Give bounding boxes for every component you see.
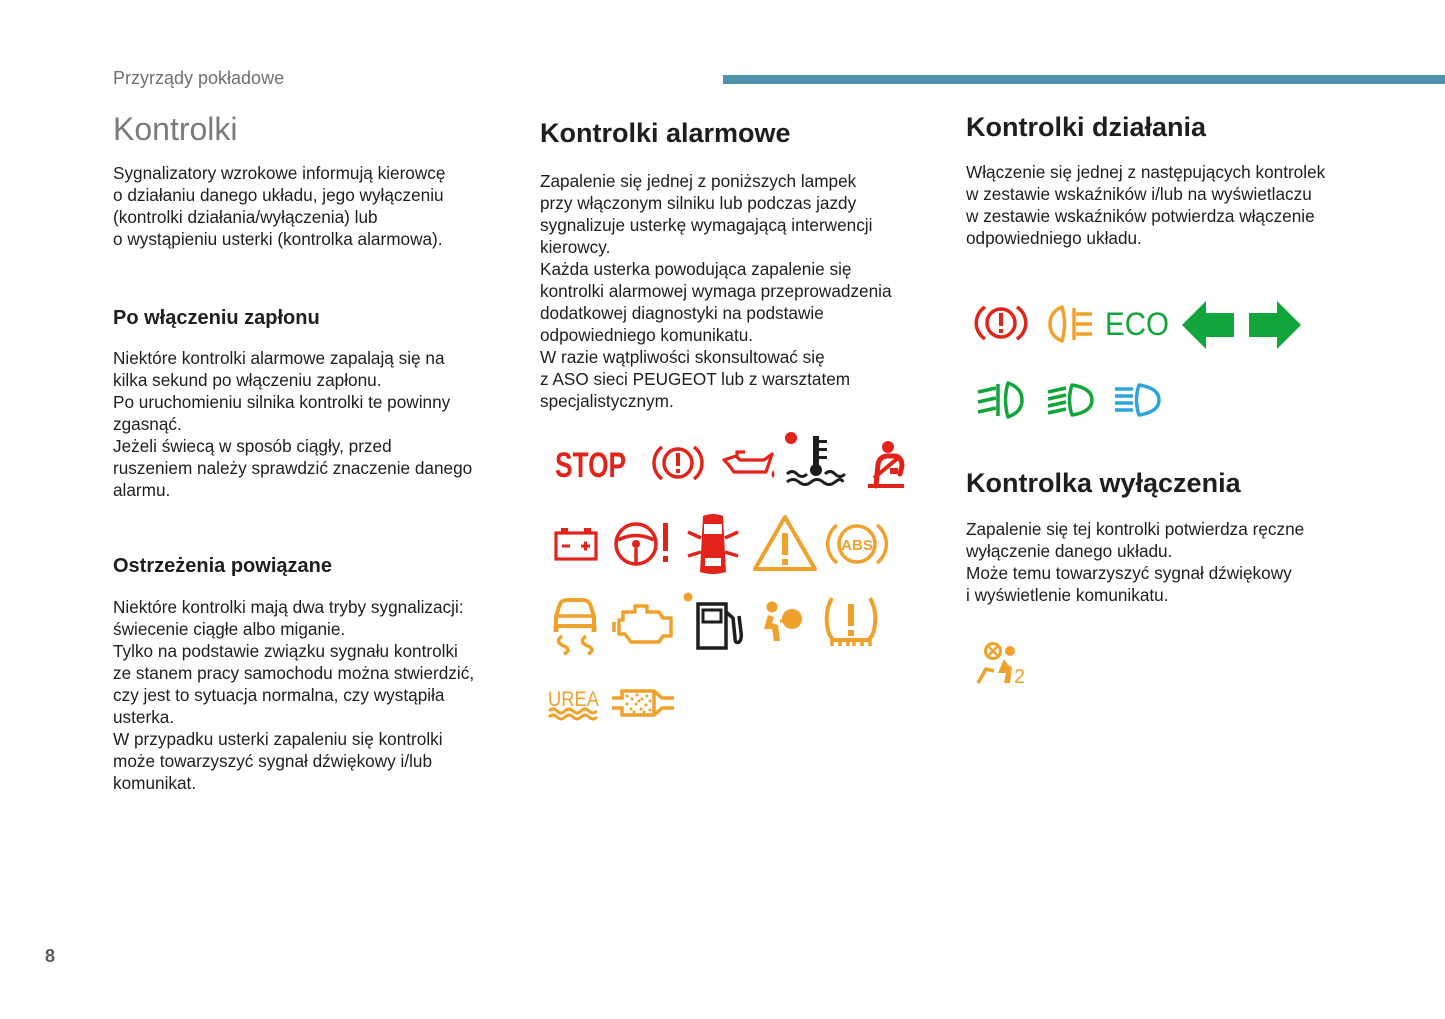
alarm-lights-heading: Kontrolki alarmowe	[540, 118, 791, 148]
airbag-number: 2	[1014, 666, 1026, 688]
eco-label: ECO	[1105, 306, 1169, 342]
parking-brake-icon	[976, 302, 1026, 344]
hazard-warning-icon	[751, 513, 819, 573]
seat-belt-icon	[864, 440, 908, 490]
dipped-beam-icon	[1046, 382, 1096, 418]
section-heading-related: Ostrzeżenia powiązane	[113, 555, 332, 577]
coolant-temperature-icon	[783, 430, 845, 492]
door-open-icon	[686, 512, 740, 576]
deactivation-light-heading: Kontrolka wyłączenia	[966, 468, 1241, 498]
urea-icon	[548, 685, 602, 721]
left-turn-indicator-icon[interactable]	[1180, 299, 1236, 351]
airbag-icon	[760, 599, 806, 645]
battery-icon	[553, 526, 599, 562]
stop-warning-icon	[555, 443, 630, 483]
tyre-pressure-icon	[822, 594, 880, 650]
abs-icon	[828, 519, 886, 569]
particle-filter-icon	[610, 685, 676, 721]
page-title: Kontrolki	[113, 111, 238, 147]
passenger-airbag-off-icon	[974, 641, 1030, 687]
deactivation-light-paragraph: Zapalenie się tej kontrolki potwierdza ręczne wyłączenie danego układu. Może temu towarzyszyć sygnał dźwiękowy i wyświetlenie komunikatu.	[966, 519, 1305, 605]
operation-lights-heading: Kontrolki działania	[966, 112, 1207, 142]
related-paragraph: Niektóre kontrolki mają dwa tryby sygnalizacji: świecenie ciągłe albo miganie. Tylko na podstawie związku sygnału kontrolki ze stanem pracy samochodu można stwierdzić, czy jest to sytuacja normalna, czy wystąpiła usterka. W przypadku usterki zapaleniu się kontrolki może towarzyszyć sygnał dźwiękowy i/lub komunikat.	[113, 597, 475, 793]
right-turn-indicator-icon[interactable]	[1247, 299, 1303, 351]
front-fog-light-icon	[976, 380, 1026, 420]
urea-label: UREA	[548, 688, 599, 711]
rear-fog-light-icon	[1048, 304, 1096, 344]
header-accent-bar	[723, 75, 1445, 84]
page-number: 8	[45, 946, 56, 966]
power-steering-icon	[612, 519, 674, 569]
alarm-lights-paragraph: Zapalenie się jednej z poniższych lampek przy włączonym silniku lub podczas jazdy sygnalizuje usterkę wymagającą interwencji kierowcy. Każda usterka powodująca zapalenie się kontrolki alarmowej wymaga przeprowadzenia dodatkowej diagnostyki na podstawie odpowiedniego komunikatu. W razie wątpliwości skonsultować się z ASO sieci PEUGEOT lub z warsztatem specjalistycznym.	[540, 171, 892, 411]
abs-label: ABS	[841, 537, 873, 554]
brake-warning-icon	[654, 441, 702, 485]
operation-lights-paragraph: Włączenie się jednej z następujących kontrolek w zestawie wskaźników i/lub na wyświetlaczu w zestawie wskaźników potwierdza włączenie odpowiedniego układu.	[966, 162, 1326, 248]
stop-label: STOP	[555, 446, 626, 485]
low-fuel-icon	[683, 592, 745, 652]
eco-mode-icon	[1104, 305, 1172, 341]
engine-check-icon	[613, 600, 675, 646]
oil-pressure-icon	[720, 444, 776, 484]
ignition-paragraph: Niektóre kontrolki alarmowe zapalają się na kilka sekund po włączeniu zapłonu. Po uruchomieniu silnika kontrolki te powinny zgasnąć. Jeżeli świecą w sposób ciągły, przed ruszeniem należy sprawdzić znaczenie danego alarmu.	[113, 348, 473, 500]
section-heading-ignition: Po włączeniu zapłonu	[113, 307, 320, 329]
main-beam-icon	[1113, 382, 1163, 418]
chapter-title: Przyrządy pokładowe	[113, 68, 285, 88]
stability-control-icon	[548, 596, 602, 652]
intro-paragraph: Sygnalizatory wzrokowe informują kierowcę o działaniu danego układu, jego wyłączeniu (kontrolki działania/wyłączenia) lub o wystąpieniu usterki (kontrolka alarmowa).	[113, 163, 446, 249]
